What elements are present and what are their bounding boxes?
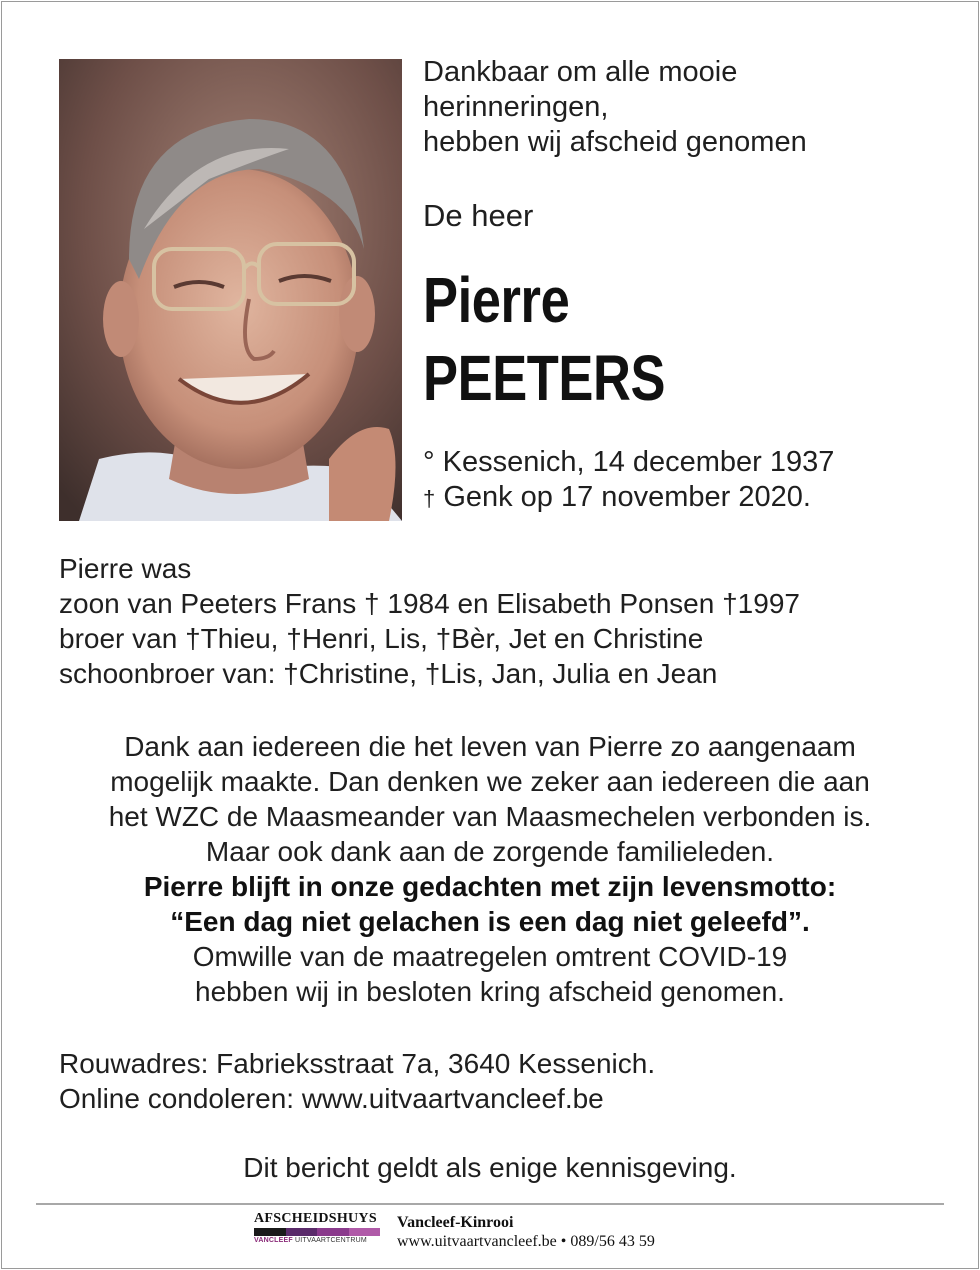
death-date: Genk op 17 november 2020. (443, 481, 811, 513)
logo-title: AFSCHEIDSHUYS (254, 1211, 377, 1226)
first-name: Pierre (423, 264, 570, 336)
portrait-photo (59, 59, 402, 521)
thanks-line: hebben wij in besloten kring afscheid genomen. (195, 976, 785, 1007)
birth-date: ° Kessenich, 14 december 1937 (423, 446, 835, 478)
intro-line: hebben wij afscheid genomen (423, 126, 807, 158)
thanks-line: Omwille van de maatregelen omtrent COVID-19 (192, 941, 788, 972)
motto-intro: Pierre blijft in onze gedachten met zijn levensmotto: (143, 871, 837, 902)
thanks-line: het WZC de Maasmeander van Maasmechelen verbonden is. (108, 801, 872, 832)
footer-contact (397, 1213, 655, 1252)
motto: “Een dag niet gelachen is een dag niet geleefd”. (170, 906, 810, 937)
contact-info[interactable]: www.uitvaartvancleef.be • 089/56 43 59 (397, 1233, 655, 1250)
cross-icon: † (423, 486, 436, 511)
death-date-row (423, 480, 834, 516)
logo-color-bars (254, 1228, 380, 1236)
honorific: De heer (423, 198, 534, 233)
logo-subtitle (254, 1236, 380, 1246)
notice-text: Dit bericht geldt als enige kennisgeving. (243, 1152, 737, 1183)
online-condolences[interactable]: Online condoleren: www.uitvaartvancleef.be (59, 1083, 604, 1114)
family-line: zoon van Peeters Frans † 1984 en Elisabeth Ponsen †1997 (59, 588, 800, 619)
thanks-section (30, 729, 950, 1009)
intro-text (423, 55, 943, 160)
thanks-line: mogelijk maakte. Dan denken we zeker aan iedereen die aan (110, 766, 870, 797)
logo-sub-text: UITVAARTCENTRUM (294, 1237, 367, 1244)
life-dates (423, 445, 834, 516)
logo-sub-brand: VANCLEEF (254, 1237, 293, 1244)
deceased-name (423, 264, 666, 424)
intro-line: Dankbaar om alle mooie (423, 56, 738, 88)
family-line: schoonbroer van: †Christine, †Lis, Jan, Julia en Jean (59, 658, 718, 689)
address-section (59, 1046, 655, 1116)
family-line: broer van †Thieu, †Henri, Lis, †Bèr, Jet en Christine (59, 623, 704, 654)
funeral-home-logo (254, 1211, 380, 1249)
footer-divider (36, 1203, 944, 1205)
family-line: Pierre was (59, 553, 192, 584)
mourning-address: Rouwadres: Fabrieksstraat 7a, 3640 Kessenich. (59, 1048, 656, 1079)
intro-line: herinneringen, (423, 91, 609, 123)
thanks-line: Dank aan iedereen die het leven van Pierre zo aangenaam (124, 731, 856, 762)
company-name: Vancleef-Kinrooi (397, 1214, 514, 1231)
family-section (59, 551, 800, 691)
thanks-line: Maar ook dank aan de zorgende familieleden. (205, 836, 775, 867)
last-name: PEETERS (423, 342, 666, 414)
